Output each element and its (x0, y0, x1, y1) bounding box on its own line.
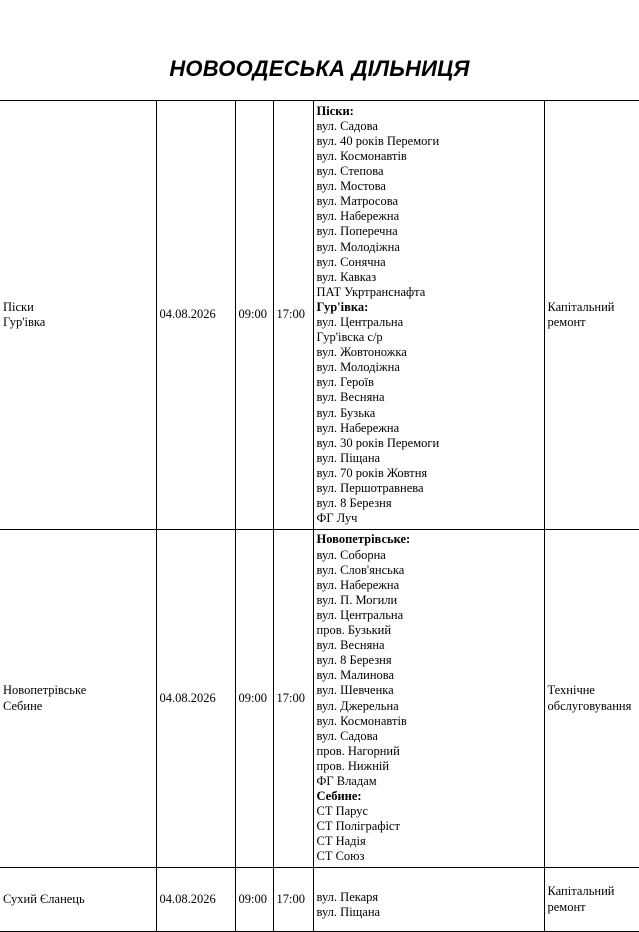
settlement-name: Себине (3, 698, 43, 713)
settlement-name: Піски (3, 299, 34, 314)
street-item: вул. Поперечна (316, 224, 398, 239)
settlement-cell (0, 101, 156, 530)
street-item: вул. Центральна (316, 607, 404, 622)
street-item: вул. Космонавтів (316, 713, 407, 728)
street-item: пров. Бузький (316, 623, 392, 638)
street-item: Гур'івска с/р (316, 330, 383, 345)
street-item: пров. Нижній (316, 758, 390, 773)
time-from-cell: 09:00 (235, 530, 273, 868)
settlement-name: Новопетрівське (3, 683, 87, 698)
work-type-text: ремонт (547, 315, 586, 329)
street-item: вул. Набережна (316, 577, 400, 592)
street-item: вул. 8 Березня (316, 653, 392, 668)
street-item: вул. Молодіжна (316, 239, 400, 254)
street-item: вул. П. Могили (316, 592, 398, 607)
time-from-cell: 09:00 (235, 868, 273, 932)
street-item: вул. Садова (316, 728, 378, 743)
street-item: вул. Піщана (316, 450, 381, 465)
street-item: вул. Матросова (316, 194, 399, 209)
street-item: вул. 40 років Перемоги (316, 133, 440, 148)
street-item: вул. Джерельна (316, 698, 399, 713)
street-item: вул. Космонавтів (316, 148, 407, 163)
table-row (0, 101, 639, 530)
street-item: пров. Нагорний (316, 743, 400, 758)
work-type-cell (544, 101, 639, 530)
work-type-cell (544, 868, 639, 932)
street-item: ФГ Владам (316, 773, 377, 788)
street-item: СТ Парус (316, 804, 369, 819)
street-item: вул. Жовтоножка (316, 345, 407, 360)
street-item: вул. Молодіжна (316, 360, 400, 375)
street-item: вул. Кавказ (316, 269, 377, 284)
time-from-cell: 09:00 (235, 101, 273, 530)
street-item: вул. Пекаря (316, 889, 379, 904)
page-title: НОВООДЕСЬКА ДІЛЬНИЦЯ (169, 56, 470, 81)
date-cell: 04.08.2026 (156, 101, 235, 530)
time-to-cell: 17:00 (273, 868, 313, 932)
street-item: вул. Весняна (316, 638, 385, 653)
street-item: вул. Слов'янська (316, 562, 405, 577)
street-item: ПАТ Укртранснафта (316, 284, 426, 299)
work-type-cell (544, 530, 639, 868)
street-item: вул. Малинова (316, 668, 395, 683)
street-item: вул. Весняна (316, 390, 385, 405)
work-type-text: Капітальний (547, 884, 615, 899)
street-item: вул. Шевченка (316, 683, 394, 698)
street-item: вул. 8 Березня (316, 496, 392, 511)
work-type-text: ремонт (547, 899, 586, 914)
street-item: вул. Мостова (316, 179, 386, 194)
work-type-text: Технічне (547, 683, 595, 698)
settlement-cell (0, 530, 156, 868)
street-item: вул. Набережна (316, 420, 400, 435)
streets-cell (313, 101, 544, 530)
street-item: вул. Першотравнева (316, 481, 424, 496)
time-to-cell: 17:00 (273, 530, 313, 868)
street-item: СТ Поліграфіст (316, 819, 400, 834)
street-item: вул. 70 років Жовтня (316, 465, 428, 480)
street-item: вул. Центральна (316, 315, 404, 329)
street-item: вул. Соборна (316, 547, 386, 562)
street-item: вул. Садова (316, 118, 378, 133)
date-cell: 04.08.2026 (156, 868, 235, 932)
street-item: ФГ Луч (316, 511, 358, 526)
settlement-heading: Новопетрівське: (316, 532, 411, 547)
street-item: вул. Набережна (316, 209, 400, 224)
settlement-name: Гур'івка (3, 315, 46, 329)
time-to-cell: 17:00 (273, 101, 313, 530)
outage-schedule-table (0, 100, 639, 932)
date-cell: 04.08.2026 (156, 530, 235, 868)
work-type-text: обслуговування (547, 698, 632, 713)
table-row (0, 530, 639, 868)
street-item: СТ Союз (316, 849, 365, 864)
street-item: вул. Бузька (316, 405, 376, 420)
work-type-text: Капітальний (547, 299, 615, 314)
settlement-name: Сухий Єланець (3, 891, 85, 906)
street-item: вул. 30 років Перемоги (316, 435, 440, 450)
street-item: вул. Героїв (316, 375, 374, 390)
streets-cell (313, 868, 544, 932)
settlement-heading: Гур'івка: (316, 299, 369, 314)
street-item: вул. Сонячна (316, 254, 386, 269)
settlement-heading: Себине: (316, 789, 362, 804)
table-row (0, 868, 639, 932)
street-item: вул. Степова (316, 164, 384, 179)
settlement-heading: Піски: (316, 103, 354, 118)
settlement-cell (0, 868, 156, 932)
street-item: вул. Піщана (316, 905, 381, 919)
streets-cell (313, 530, 544, 868)
street-item: СТ Надія (316, 834, 366, 849)
